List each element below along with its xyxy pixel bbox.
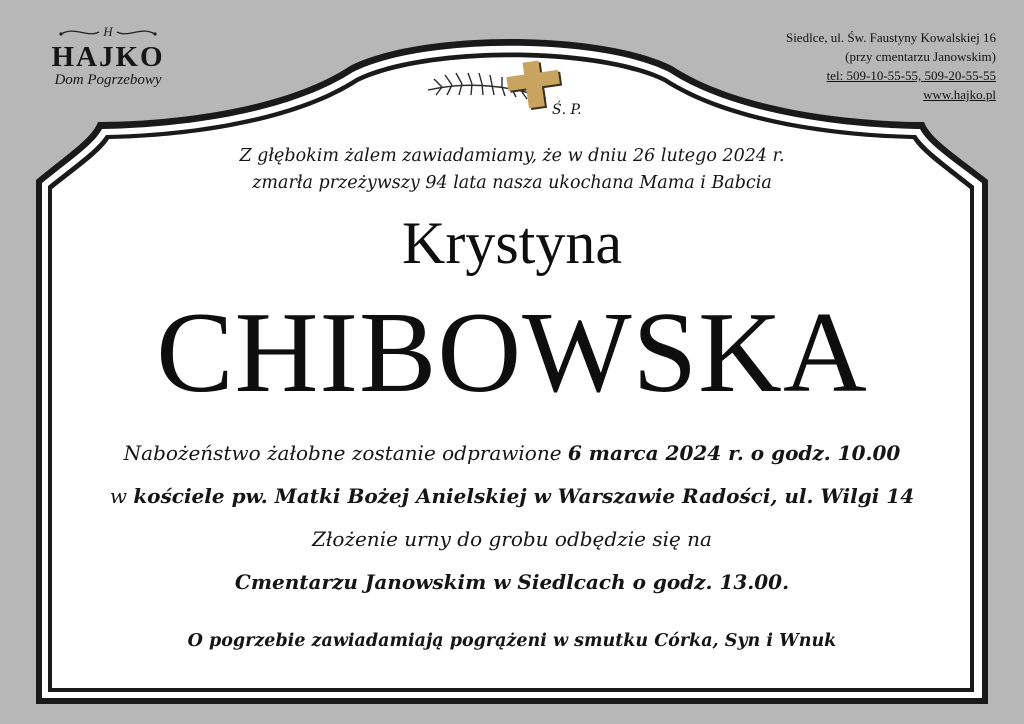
service-text: Nabożeństwo żałobne zostanie odprawione (123, 441, 568, 465)
cemetery-line (40, 561, 984, 604)
funeral-home-logo (40, 22, 176, 88)
logo-monogram: H (103, 24, 113, 39)
contact-block (786, 28, 996, 104)
logo-ornament-icon (53, 22, 163, 42)
church-name: kościele pw. Matki Bożej Anielskiej w Warszawie Radości, ul. Wilgi 14 (133, 484, 915, 508)
signoff-text: O pogrzebie zawiadamiają pogrążeni w smutku Córka, Syn i Wnuk (187, 631, 837, 651)
intro-text (40, 143, 984, 197)
deceased-last-name: CHIBOWSKA (156, 289, 868, 417)
contact-phones: tel: 509-10-55-55, 509-20-55-55 (826, 68, 996, 83)
service-details (40, 432, 984, 604)
service-time: 6 marca 2024 r. o godz. 10.00 (567, 441, 901, 465)
emblem-text: Ś. P. (552, 102, 582, 118)
deceased-first-name: Krystyna (402, 210, 622, 276)
contact-address: Siedlce, ul. Św. Faustyny Kowalskiej 16 (785, 30, 996, 45)
service-line (40, 432, 984, 475)
church-line (40, 475, 984, 518)
church-prefix: w (109, 484, 134, 508)
brand-name: HAJKO (51, 41, 165, 73)
contact-note: (przy cmentarzu Janowskim) (845, 49, 996, 64)
intro-line-1: Z głębokim żalem zawiadamiamy, że w dniu 26 lutego 2024 r. (239, 146, 785, 166)
cemetery-name: Cmentarzu Janowskim w Siedlcach o godz. 13.00. (234, 570, 790, 594)
intro-line-2: zmarła przeżywszy 94 lata nasza ukochana Mama i Babcia (252, 173, 772, 193)
cross-with-palm-icon (424, 56, 614, 118)
brand-subtitle: Dom Pogrzebowy (54, 72, 162, 88)
burial-line: Złożenie urny do grobu odbędzie się na (312, 527, 712, 551)
contact-website: www.hajko.pl (923, 87, 996, 102)
